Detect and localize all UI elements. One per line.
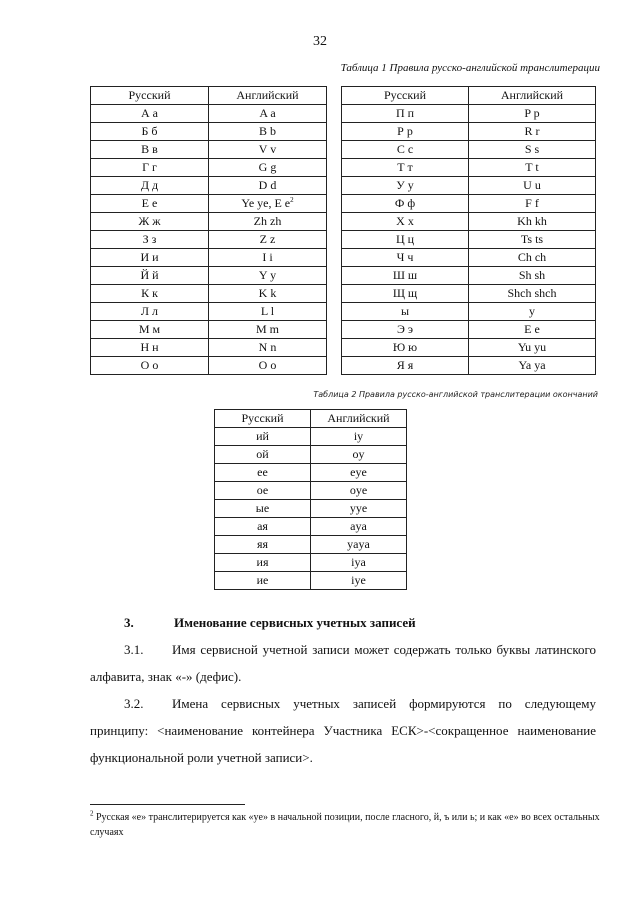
table-row [215,518,407,536]
table-row [91,231,327,249]
cell-english-text: D d [258,178,277,192]
cell-english-text: Ch ch [517,250,547,264]
table-row [91,285,327,303]
cell-russian: Ц ц [342,231,469,249]
cell-russian: ая [215,518,311,536]
cell-english [311,554,407,572]
cell-english-text: Yu yu [517,340,547,354]
cell-russian: Т т [342,159,469,177]
footnote-mark: 2 [90,809,94,818]
cell-english-text: oye [349,483,368,497]
paragraph-number: 3.1. [124,642,144,657]
paragraph-number: 3.2. [124,696,144,711]
cell-russian: О о [91,357,209,375]
cell-english [469,141,596,159]
cell-english-text: yaya [347,537,370,551]
cell-english-text: aya [350,519,367,533]
cell-russian: ие [215,572,311,590]
paragraph-text: Имена сервисных учетных записей формируются по следующему принципу: <наименование контейнера Участника ЕСК>-<сокращенное наименование функциональной роли учетной записи>. [90,696,596,765]
footnote-text: Русская «е» транслитерируется как «ye» в начальной позиции, после гласного, й, ъ или ь; и как «е» во всех остальных случаях [90,812,600,838]
table-row [91,249,327,267]
header-russian: Русский [342,87,469,105]
cell-russian: ое [215,482,311,500]
cell-english [311,518,407,536]
cell-russian: яя [215,536,311,554]
cell-english [311,428,407,446]
cell-english [469,339,596,357]
cell-russian: И и [91,249,209,267]
cell-russian: Я я [342,357,469,375]
cell-english-text: iya [351,555,366,569]
table-row [215,446,407,464]
cell-english [469,159,596,177]
cell-english-text: R r [524,124,540,138]
table-row [215,536,407,554]
table-header-row [91,87,327,105]
cell-english-text: E e [524,322,540,336]
cell-english-text: Ye ye, E e [241,196,291,210]
table-header-row [342,87,596,105]
cell-russian: Ф ф [342,195,469,213]
cell-english-text: y [529,304,535,318]
cell-russian: Г г [91,159,209,177]
cell-english-text: B b [258,124,276,138]
table-row [91,267,327,285]
cell-english-text: Sh sh [518,268,546,282]
cell-english-text: O o [258,358,277,372]
cell-english [209,249,327,267]
cell-english-text: Y y [258,268,277,282]
footnote [90,810,600,840]
cell-russian: Р р [342,123,469,141]
cell-russian: Л л [91,303,209,321]
section-title: Именование сервисных учетных записей [174,615,416,630]
cell-english-text: L l [260,304,275,318]
cell-russian: П п [342,105,469,123]
table-row [342,141,596,159]
cell-english-text: K k [258,286,277,300]
cell-english [209,321,327,339]
cell-english [311,482,407,500]
cell-russian: ы [342,303,469,321]
table2-caption: Таблица 2 Правила русско-английской транслитерации окончаний [313,390,598,399]
cell-english-text: Kh kh [517,214,547,228]
table-row [91,339,327,357]
cell-english [209,357,327,375]
translit-table-right [341,86,596,375]
cell-russian: У у [342,177,469,195]
table-row [91,159,327,177]
cell-russian: З з [91,231,209,249]
table-row [91,105,327,123]
header-english: Английский [209,87,327,105]
cell-english-text: U u [523,178,541,192]
cell-russian: Й й [91,267,209,285]
cell-english [469,213,596,231]
table-row [342,159,596,177]
cell-english [469,321,596,339]
cell-english [469,267,596,285]
table-row [342,321,596,339]
table-row [91,303,327,321]
table-row [91,177,327,195]
paragraph-text: Имя сервисной учетной записи может содержать только буквы латинского алфавита, знак «-» (дефис). [90,642,596,684]
table-row [215,482,407,500]
cell-english [469,105,596,123]
table-row [215,428,407,446]
section-heading [124,615,416,631]
cell-english [311,536,407,554]
cell-english-text: Z z [259,232,276,246]
cell-russian: Ж ж [91,213,209,231]
table-row [342,123,596,141]
cell-russian: Ч ч [342,249,469,267]
cell-english [209,123,327,141]
cell-russian: С с [342,141,469,159]
cell-english [209,177,327,195]
cell-english [311,500,407,518]
footnote-reference: 2 [290,196,294,204]
cell-english [469,195,596,213]
cell-english [311,572,407,590]
cell-russian: Б б [91,123,209,141]
cell-english [469,303,596,321]
cell-english [469,123,596,141]
cell-english [209,141,327,159]
cell-english [209,159,327,177]
cell-english [209,285,327,303]
cell-english-text: S s [524,142,540,156]
cell-english [469,357,596,375]
cell-english [469,249,596,267]
table-row [215,572,407,590]
cell-russian: ия [215,554,311,572]
table-row [91,141,327,159]
cell-english-text: V v [258,142,277,156]
cell-english-text: Shch shch [507,286,557,300]
header-russian: Русский [215,410,311,428]
table-row [215,500,407,518]
cell-english [209,339,327,357]
cell-russian: Э э [342,321,469,339]
translit-endings-table [214,409,407,590]
cell-english-text: eye [350,465,367,479]
footnote-divider [90,804,245,805]
cell-english-text: yye [349,501,368,515]
cell-russian: ее [215,464,311,482]
table-row [342,213,596,231]
cell-english-text: Ya ya [518,358,546,372]
cell-russian: Х х [342,213,469,231]
section-number: 3. [124,615,134,630]
header-russian: Русский [91,87,209,105]
cell-russian: ий [215,428,311,446]
cell-english-text: T t [525,160,539,174]
cell-english-text: Zh zh [253,214,282,228]
table-row [342,303,596,321]
cell-english-text: oy [352,447,365,461]
table-row [342,285,596,303]
cell-russian: Ю ю [342,339,469,357]
cell-english-text: Ts ts [520,232,544,246]
cell-english-text: G g [258,160,277,174]
table-row [342,105,596,123]
cell-english [469,285,596,303]
cell-english [209,267,327,285]
table-row [91,213,327,231]
table-row [91,123,327,141]
cell-russian: ые [215,500,311,518]
cell-english-text: iye [351,573,366,587]
page-number: 32 [313,34,327,49]
cell-english [311,464,407,482]
table-row [342,249,596,267]
cell-english [209,105,327,123]
header-english: Английский [469,87,596,105]
cell-russian: Н н [91,339,209,357]
cell-russian: Щ щ [342,285,469,303]
table-row [215,464,407,482]
cell-english [209,195,327,213]
cell-english-text: M m [255,322,279,336]
table-row [91,195,327,213]
cell-english-text: P p [524,106,540,120]
paragraph-3-1 [90,636,596,690]
cell-russian: М м [91,321,209,339]
paragraph-3-2 [90,690,596,771]
cell-english [311,446,407,464]
cell-russian: А а [91,105,209,123]
cell-english-text: A a [259,106,276,120]
table-header-row [215,410,407,428]
cell-russian: Е е [91,195,209,213]
cell-english [469,177,596,195]
table-row [91,357,327,375]
cell-english-text: I i [262,250,273,264]
table-row [342,357,596,375]
cell-english [469,231,596,249]
cell-russian: Ш ш [342,267,469,285]
cell-russian: К к [91,285,209,303]
cell-english-text: N n [258,340,277,354]
cell-english [209,213,327,231]
table-row [342,195,596,213]
table-row [215,554,407,572]
cell-russian: Д д [91,177,209,195]
cell-english [209,231,327,249]
table-row [342,339,596,357]
table-row [91,321,327,339]
table1-caption: Таблица 1 Правила русско-английской транслитерации [340,62,600,74]
table-row [342,231,596,249]
header-english: Английский [311,410,407,428]
table-row [342,267,596,285]
translit-table-left [90,86,327,375]
table-row [342,177,596,195]
cell-english [209,303,327,321]
cell-russian: ой [215,446,311,464]
cell-russian: В в [91,141,209,159]
cell-english-text: F f [525,196,539,210]
cell-english-text: iy [353,429,364,443]
